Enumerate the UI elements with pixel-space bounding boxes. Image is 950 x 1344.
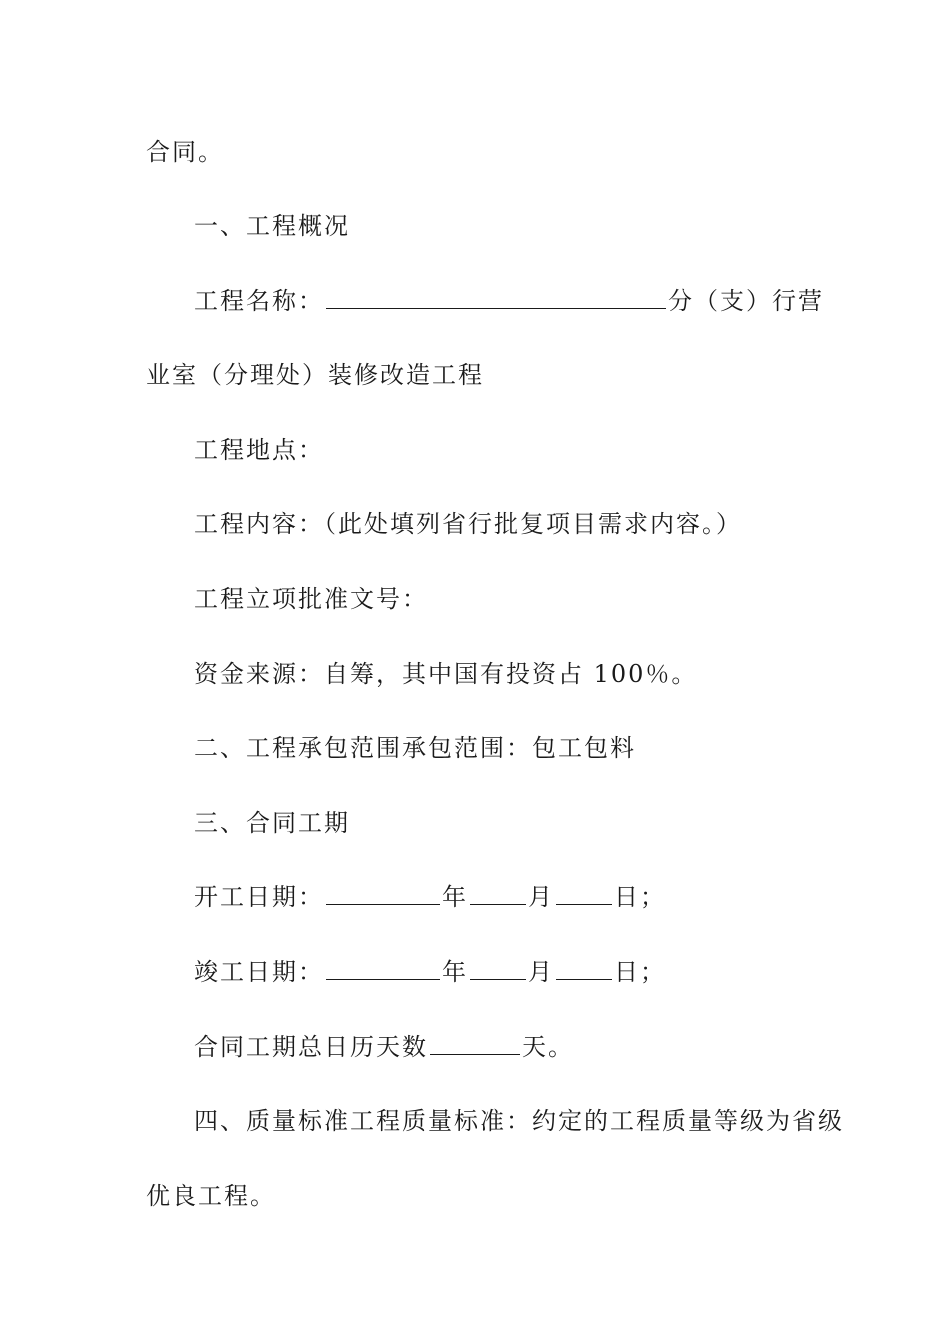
project-name-line bbox=[194, 285, 824, 317]
end-day-label: 日； bbox=[614, 958, 666, 986]
end-month-blank bbox=[470, 957, 526, 980]
start-date-label: 开工日期： bbox=[194, 883, 324, 911]
total-days-suffix: 天。 bbox=[522, 1033, 574, 1061]
start-month-blank bbox=[470, 882, 526, 905]
end-year-label: 年 bbox=[442, 958, 468, 986]
text-line: 优良工程。 bbox=[146, 1182, 276, 1210]
total-days-blank bbox=[430, 1032, 520, 1055]
end-month-label: 月 bbox=[528, 958, 554, 986]
start-month-label: 月 bbox=[528, 883, 554, 911]
total-days-label: 合同工期总日历天数 bbox=[194, 1033, 428, 1061]
text-line: 合同。 bbox=[146, 138, 224, 166]
end-date-label: 竣工日期： bbox=[194, 958, 324, 986]
section-heading: 三、合同工期 bbox=[194, 809, 350, 837]
funding-source: 资金来源：自筹，其中国有投资占 100％。 bbox=[194, 660, 698, 688]
project-content: 工程内容：（此处填列省行批复项目需求内容。） bbox=[194, 510, 742, 538]
start-day-label: 日； bbox=[614, 883, 666, 911]
quality-standard: 四、质量标准工程质量标准：约定的工程质量等级为省级 bbox=[194, 1107, 844, 1135]
end-year-blank bbox=[326, 957, 440, 980]
start-year-blank bbox=[326, 882, 440, 905]
project-name-label: 工程名称： bbox=[194, 287, 324, 315]
start-day-blank bbox=[556, 882, 612, 905]
end-day-blank bbox=[556, 957, 612, 980]
start-year-label: 年 bbox=[442, 883, 468, 911]
total-days-line bbox=[194, 1031, 574, 1063]
project-name-suffix: 分（支）行营 bbox=[668, 287, 824, 315]
end-date-line bbox=[194, 956, 666, 988]
project-location: 工程地点： bbox=[194, 436, 324, 464]
start-date-line bbox=[194, 881, 666, 913]
section-heading: 二、工程承包范围承包范围：包工包料 bbox=[194, 734, 636, 762]
approval-number: 工程立项批准文号： bbox=[194, 585, 428, 613]
text-line: 业室（分理处）装修改造工程 bbox=[146, 361, 484, 389]
section-heading: 一、工程概况 bbox=[194, 212, 350, 240]
project-name-blank bbox=[326, 286, 666, 309]
